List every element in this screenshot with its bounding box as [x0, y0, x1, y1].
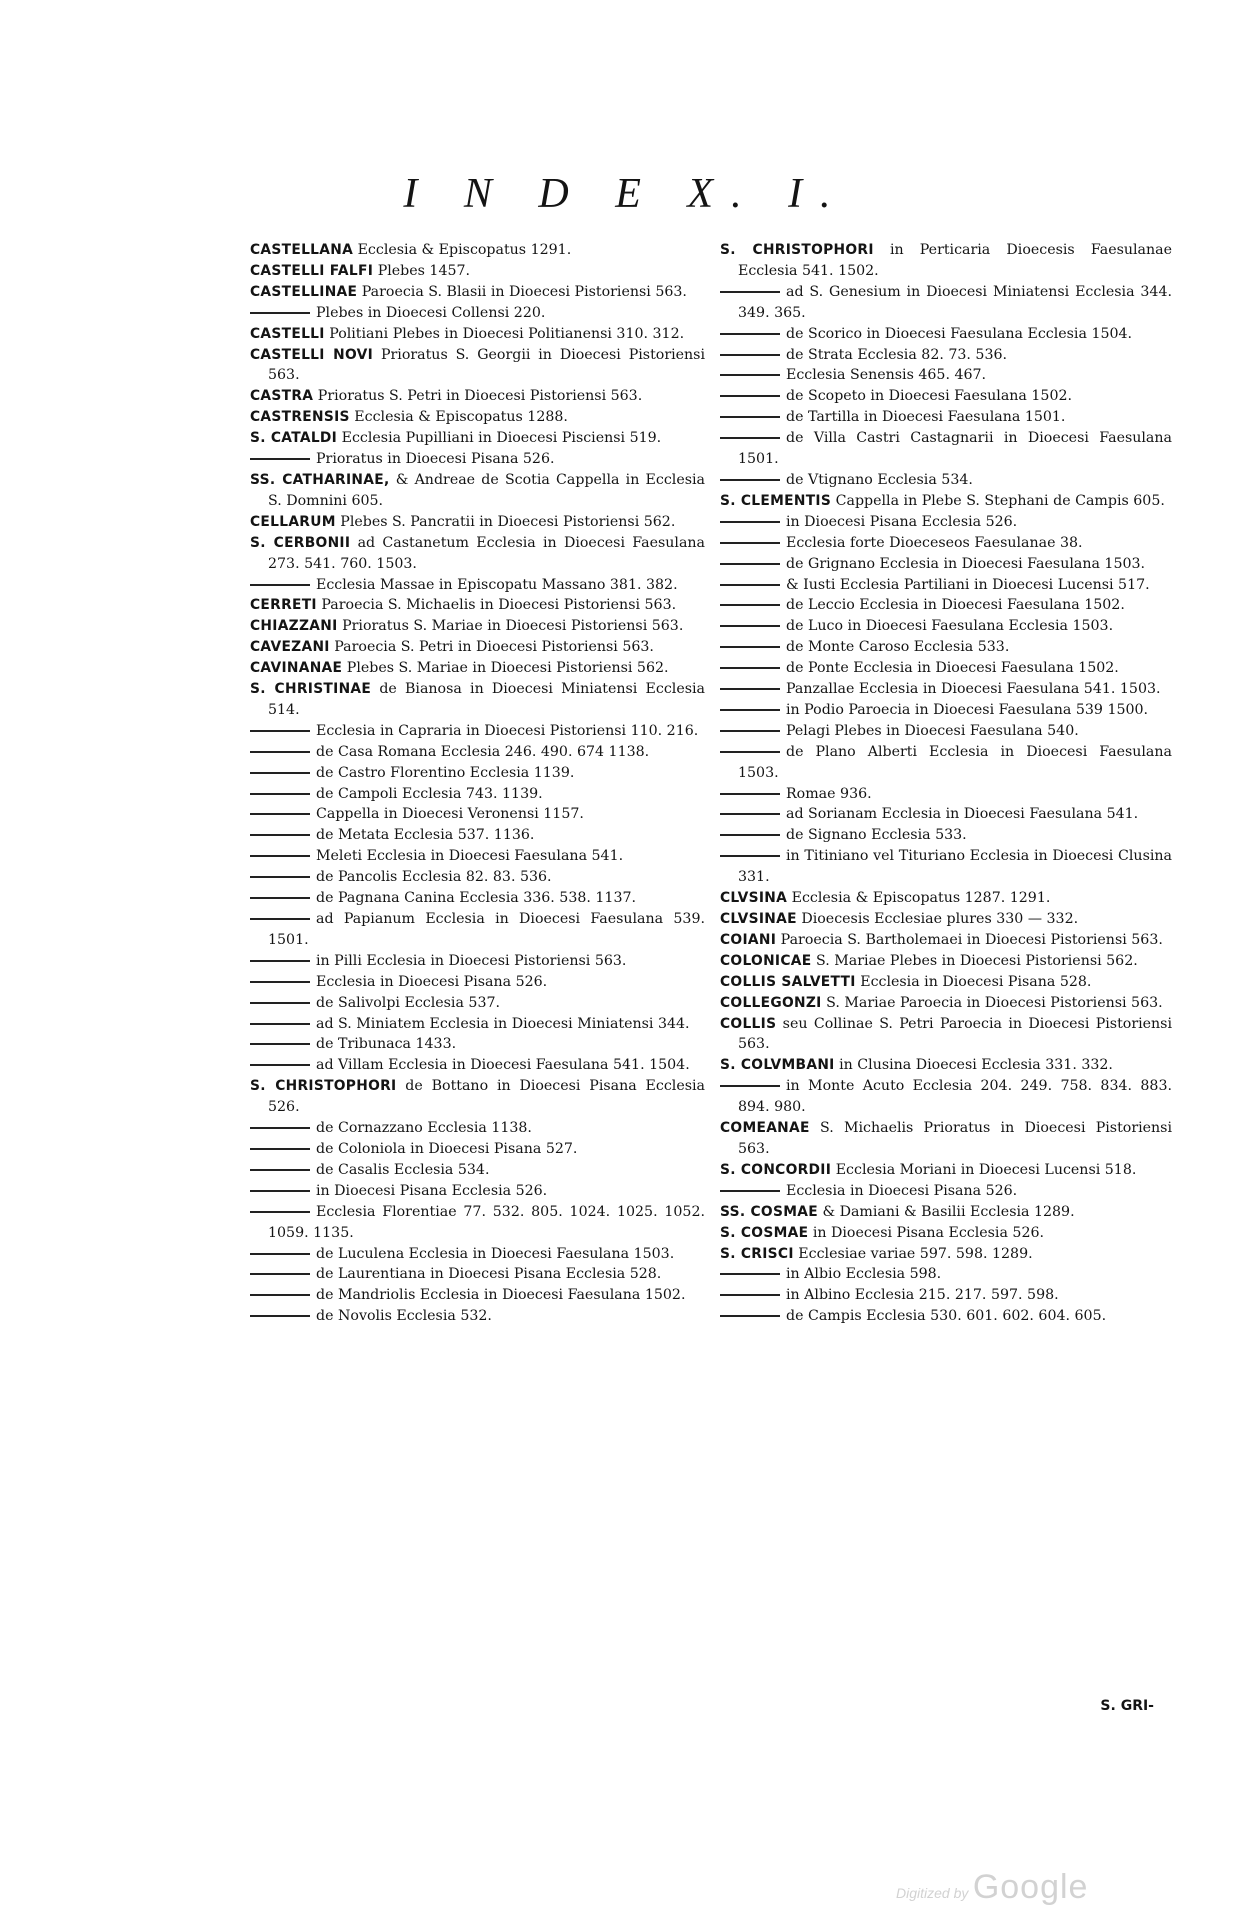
- ditto-dash: [250, 1315, 310, 1317]
- entry-heading: CASTELLINAE: [250, 283, 358, 300]
- ditto-dash: [720, 416, 780, 418]
- entry-heading: CLVSINA: [720, 890, 788, 907]
- ditto-dash: [250, 1148, 310, 1150]
- index-entry: [720, 428, 1172, 470]
- entry-text: in Titiniano vel Tituriano Ecclesia in Dioecesi Clusina 331.: [738, 848, 1172, 886]
- page-title: I N D E X. I.: [403, 171, 849, 217]
- index-entry: [250, 972, 705, 993]
- index-entry: [250, 658, 705, 679]
- index-entry: [250, 637, 705, 658]
- index-entry: [720, 533, 1172, 554]
- ditto-dash: [720, 542, 780, 544]
- entry-text: Plebes S. Mariae in Dioecesi Pistoriensi 562.: [346, 660, 669, 677]
- entry-heading: CASTELLANA: [250, 242, 354, 258]
- ditto-dash: [250, 458, 310, 460]
- entry-text: de Salivolpi Ecclesia 537.: [316, 994, 501, 1011]
- index-entry: [720, 1118, 1172, 1160]
- ditto-dash: [720, 584, 780, 586]
- entry-text: de Bianosa in Dioecesi Miniatensi Ecclesia 514.: [268, 681, 705, 718]
- entry-heading: SS. CATHARINAE,: [250, 471, 390, 488]
- index-entry: [250, 533, 705, 575]
- entry-heading: CAVINANAE: [250, 660, 343, 677]
- entry-heading: COLLIS: [720, 1015, 777, 1032]
- index-entry: [720, 512, 1172, 533]
- ditto-dash: [720, 395, 780, 397]
- index-entry: [250, 324, 705, 345]
- index-entry: [250, 951, 705, 972]
- index-entry: [250, 993, 705, 1014]
- index-entry: [250, 1076, 705, 1118]
- entry-text: de Vtignano Ecclesia 534.: [786, 471, 973, 488]
- entry-text: in Perticaria Dioecesis Faesulanae Ecclesia 541. 1502.: [738, 242, 1172, 279]
- entry-text: Plebes in Dioecesi Collensi 220.: [316, 304, 546, 321]
- ditto-dash: [720, 374, 780, 376]
- index-entry: [250, 386, 705, 407]
- entry-heading: S. COLVMBANI: [720, 1057, 835, 1074]
- entry-text: Ecclesia forte Dioeceseos Faesulanae 38.: [786, 534, 1083, 551]
- index-entry: [720, 1244, 1172, 1265]
- entry-text: de Tribunaca 1433.: [316, 1036, 457, 1053]
- google-logo: Google: [972, 1868, 1089, 1906]
- index-entry: [720, 909, 1172, 930]
- ditto-dash: [720, 1190, 780, 1192]
- ditto-dash: [720, 291, 780, 293]
- ditto-dash: [720, 604, 780, 606]
- entry-text: de Metata Ecclesia 537. 1136.: [316, 827, 535, 844]
- index-entry: [720, 595, 1172, 616]
- index-entry: [250, 1285, 705, 1306]
- index-entry: [720, 1202, 1172, 1223]
- index-entry: [250, 575, 705, 596]
- entry-text: Paroecia S. Blasii in Dioecesi Pistoriensi 563.: [361, 283, 687, 300]
- entry-text: de Villa Castri Castagnarii in Dioecesi Faesulana 1501.: [738, 430, 1172, 468]
- index-entry: [720, 804, 1172, 825]
- entry-text: ad S. Miniatem Ecclesia in Dioecesi Miniatensi 344.: [316, 1015, 690, 1032]
- entry-text: de Leccio Ecclesia in Dioecesi Faesulana 1502.: [786, 597, 1125, 614]
- ditto-dash: [720, 1085, 780, 1087]
- entry-heading: CASTRA: [250, 388, 314, 405]
- index-entry: [250, 407, 705, 428]
- ditto-dash: [720, 354, 780, 356]
- entry-text: Ecclesia Moriani in Dioecesi Lucensi 518.: [835, 1161, 1137, 1178]
- index-entry: [720, 679, 1172, 700]
- entry-heading: CASTELLI: [250, 325, 325, 342]
- index-entry: [250, 616, 705, 637]
- index-column-right: [720, 240, 1172, 1327]
- entry-text: Ecclesia Senensis 465. 467.: [786, 367, 987, 384]
- entry-heading: CHIAZZANI: [250, 618, 338, 635]
- entry-heading: S. CHRISTOPHORI: [250, 1078, 397, 1095]
- entry-heading: CELLARUM: [250, 513, 336, 530]
- index-entry: [720, 993, 1172, 1014]
- entry-heading: COIANI: [720, 931, 777, 948]
- entry-text: de Bottano in Dioecesi Pisana Ecclesia 526.: [268, 1078, 705, 1116]
- ditto-dash: [720, 646, 780, 648]
- entry-text: in Albio Ecclesia 598.: [786, 1266, 942, 1283]
- index-entry: [720, 930, 1172, 951]
- ditto-dash: [720, 793, 780, 795]
- ditto-dash: [250, 855, 310, 857]
- entry-heading: COMEANAE: [720, 1120, 810, 1137]
- index-entry: [250, 888, 705, 909]
- ditto-dash: [250, 1127, 310, 1129]
- ditto-dash: [720, 1315, 780, 1317]
- entry-text: de Campoli Ecclesia 743. 1139.: [316, 785, 543, 802]
- entry-heading: CAVEZANI: [250, 639, 330, 656]
- ditto-dash: [720, 813, 780, 815]
- entry-text: de Monte Caroso Ecclesia 533.: [786, 639, 1010, 656]
- entry-text: de Pagnana Canina Ecclesia 336. 538. 1137.: [316, 890, 637, 907]
- entry-text: S. Mariae Paroecia in Dioecesi Pistoriensi 563.: [826, 994, 1163, 1011]
- index-entry: [250, 1264, 705, 1285]
- index-entry: [250, 825, 705, 846]
- index-entry: [720, 1285, 1172, 1306]
- index-entry: [720, 386, 1172, 407]
- entry-text: de Ponte Ecclesia in Dioecesi Faesulana 1502.: [786, 660, 1119, 677]
- index-entry: [720, 825, 1172, 846]
- entry-heading: S. CLEMENTIS: [720, 492, 832, 509]
- index-entry: [720, 616, 1172, 637]
- index-entry: [720, 491, 1172, 512]
- entry-text: in Clusina Dioecesi Ecclesia 331. 332.: [839, 1057, 1113, 1074]
- entry-heading: CERRETI: [250, 597, 317, 614]
- entry-text: Ecclesia & Episcopatus 1291.: [357, 242, 572, 258]
- entry-heading: CLVSINAE: [720, 911, 797, 927]
- entry-text: Cappella in Dioecesi Veronensi 1157.: [316, 806, 584, 823]
- index-entry: [250, 721, 705, 742]
- ditto-dash: [250, 834, 310, 836]
- entry-heading: CASTELLI FALFI: [250, 262, 374, 279]
- index-entry: [720, 1306, 1172, 1327]
- entry-text: S. Michaelis Prioratus in Dioecesi Pistoriensi 563.: [738, 1120, 1172, 1157]
- index-entry: [250, 512, 705, 533]
- entry-text: de Plano Alberti Ecclesia in Dioecesi Faesulana 1503.: [738, 743, 1172, 781]
- index-entry: [250, 240, 705, 261]
- entry-text: de Castro Florentino Ecclesia 1139.: [316, 764, 575, 781]
- catchword: S. GRI-: [1100, 1698, 1154, 1714]
- ditto-dash: [720, 1294, 780, 1296]
- index-entry: [250, 846, 705, 867]
- entry-text: de Casalis Ecclesia 534.: [316, 1161, 490, 1178]
- entry-text: de Coloniola in Dioecesi Pisana 527.: [316, 1140, 578, 1157]
- entry-text: Ecclesia Pupilliani in Dioecesi Pisciensi 519.: [341, 430, 662, 447]
- index-entry: [720, 345, 1172, 366]
- index-entry: [720, 1014, 1172, 1056]
- entry-heading: COLONICAE: [720, 952, 812, 969]
- entry-text: in Albino Ecclesia 215. 217. 597. 598.: [786, 1287, 1059, 1304]
- entry-text: de Mandriolis Ecclesia in Dioecesi Faesulana 1502.: [316, 1287, 686, 1304]
- ditto-dash: [250, 960, 310, 962]
- index-entry: [720, 554, 1172, 575]
- ditto-dash: [250, 876, 310, 878]
- entry-text: S. Mariae Plebes in Dioecesi Pistoriensi 562.: [816, 952, 1138, 969]
- index-entry: [250, 345, 705, 387]
- entry-text: de Laurentiana in Dioecesi Pisana Ecclesia 528.: [316, 1266, 662, 1283]
- entry-text: Prioratus S. Georgii in Dioecesi Pistoriensi 563.: [268, 346, 705, 384]
- index-entry: [250, 595, 705, 616]
- index-entry: [720, 888, 1172, 909]
- index-entry: [250, 428, 705, 449]
- index-entry: [720, 1181, 1172, 1202]
- ditto-dash: [720, 333, 780, 335]
- entry-text: Dioecesis Ecclesiae plures 330 — 332.: [801, 911, 1079, 927]
- index-entry: [720, 721, 1172, 742]
- entry-text: de Tartilla in Dioecesi Faesulana 1501.: [786, 409, 1066, 426]
- entry-text: Ecclesia in Dioecesi Pisana 526.: [316, 973, 548, 990]
- ditto-dash: [720, 521, 780, 523]
- ditto-dash: [720, 688, 780, 690]
- index-entry: [720, 575, 1172, 596]
- entry-text: Plebes 1457.: [377, 262, 471, 279]
- index-entry: [720, 1223, 1172, 1244]
- entry-text: Ecclesia & Episcopatus 1287. 1291.: [791, 890, 1051, 907]
- ditto-dash: [250, 312, 310, 314]
- index-entry: [720, 324, 1172, 345]
- entry-text: de Luco in Dioecesi Faesulana Ecclesia 1503.: [786, 618, 1114, 635]
- entry-text: Ecclesia in Dioecesi Pisana 526.: [786, 1182, 1018, 1199]
- entry-text: Pelagi Plebes in Dioecesi Faesulana 540.: [786, 722, 1079, 739]
- ditto-dash: [720, 751, 780, 753]
- ditto-dash: [250, 981, 310, 983]
- entry-text: Prioratus in Dioecesi Pisana 526.: [316, 451, 555, 468]
- entry-text: Prioratus S. Mariae in Dioecesi Pistoriensi 563.: [342, 618, 684, 635]
- index-entry: [720, 470, 1172, 491]
- entry-text: in Pilli Ecclesia in Dioecesi Pistoriensi 563.: [316, 952, 627, 969]
- index-entry: [720, 282, 1172, 324]
- entry-heading: COLLEGONZI: [720, 994, 822, 1011]
- entry-text: & Iusti Ecclesia Partiliani in Dioecesi Lucensi 517.: [786, 576, 1150, 593]
- ditto-dash: [720, 625, 780, 627]
- ditto-dash: [720, 563, 780, 565]
- index-entry: [250, 742, 705, 763]
- entry-text: de Campis Ecclesia 530. 601. 602. 604. 605.: [786, 1308, 1107, 1325]
- entry-text: de Cornazzano Ecclesia 1138.: [316, 1120, 532, 1137]
- index-entry: [720, 972, 1172, 993]
- index-entry: [720, 240, 1172, 282]
- index-entry: [250, 1244, 705, 1265]
- ditto-dash: [250, 1064, 310, 1066]
- entry-text: & Damiani & Basilii Ecclesia 1289.: [822, 1203, 1075, 1220]
- ditto-dash: [250, 1002, 310, 1004]
- index-entry: [720, 951, 1172, 972]
- entry-text: ad Castanetum Ecclesia in Dioecesi Faesulana 273. 541. 760. 1503.: [268, 534, 706, 572]
- index-entry: [720, 1264, 1172, 1285]
- ditto-dash: [250, 897, 310, 899]
- index-entry: [250, 679, 705, 721]
- index-entry: [250, 1181, 705, 1202]
- entry-text: ad Papianum Ecclesia in Dioecesi Faesulana 539. 1501.: [268, 911, 705, 948]
- ditto-dash: [250, 730, 310, 732]
- entry-text: Ecclesia Massae in Episcopatu Massano 381. 382.: [316, 576, 678, 593]
- ditto-dash: [250, 1023, 310, 1025]
- index-entry: [250, 1202, 705, 1244]
- entry-text: Ecclesia & Episcopatus 1288.: [354, 409, 568, 426]
- ditto-dash: [720, 834, 780, 836]
- entry-heading: S. CONCORDII: [720, 1161, 832, 1178]
- ditto-dash: [720, 709, 780, 711]
- index-entry: [250, 909, 705, 951]
- index-entry: [250, 867, 705, 888]
- ditto-dash: [720, 437, 780, 439]
- entry-text: de Luculena Ecclesia in Dioecesi Faesulana 1503.: [316, 1245, 675, 1262]
- entry-text: ad Villam Ecclesia in Dioecesi Faesulana 541. 1504.: [316, 1057, 690, 1074]
- entry-text: Prioratus S. Petri in Dioecesi Pistoriensi 563.: [317, 388, 643, 405]
- entry-text: in Podio Paroecia in Dioecesi Faesulana 539 1500.: [786, 701, 1149, 718]
- ditto-dash: [250, 1273, 310, 1275]
- ditto-dash: [250, 1211, 310, 1213]
- entry-text: de Casa Romana Ecclesia 246. 490. 674 1138.: [316, 743, 650, 760]
- ditto-dash: [250, 772, 310, 774]
- ditto-dash: [720, 730, 780, 732]
- entry-heading: S. COSMAE: [720, 1224, 809, 1241]
- entry-text: in Monte Acuto Ecclesia 204. 249. 758. 834. 883. 894. 980.: [738, 1078, 1172, 1116]
- entry-text: de Scopeto in Dioecesi Faesulana 1502.: [786, 388, 1073, 405]
- index-entry: [250, 1118, 705, 1139]
- entry-text: Plebes S. Pancratii in Dioecesi Pistoriensi 562.: [340, 513, 676, 530]
- index-entry: [720, 742, 1172, 784]
- index-entry: [720, 365, 1172, 386]
- index-column-left: [250, 240, 705, 1327]
- entry-text: de Scorico in Dioecesi Faesulana Ecclesia 1504.: [786, 325, 1133, 342]
- entry-text: Ecclesia in Dioecesi Pisana 528.: [860, 973, 1092, 990]
- index-entry: [250, 763, 705, 784]
- entry-text: Panzallae Ecclesia in Dioecesi Faesulana 541. 1503.: [786, 681, 1161, 698]
- ditto-dash: [250, 918, 310, 920]
- entry-text: Ecclesiae variae 597. 598. 1289.: [798, 1245, 1033, 1262]
- index-entry: [250, 1139, 705, 1160]
- ditto-dash: [250, 1169, 310, 1171]
- index-entry: [250, 804, 705, 825]
- entry-text: & Andreae de Scotia Cappella in Ecclesia S. Domnini 605.: [268, 471, 706, 509]
- entry-text: Cappella in Plebe S. Stephani de Campis 605.: [835, 492, 1165, 509]
- index-entry: [250, 1014, 705, 1035]
- entry-text: Paroecia S. Petri in Dioecesi Pistoriensi 563.: [334, 639, 654, 656]
- digitized-watermark: [896, 1868, 1088, 1907]
- entry-text: Ecclesia Florentiae 77. 532. 805. 1024. 1025. 1052. 1059. 1135.: [268, 1203, 705, 1241]
- entry-text: Romae 936.: [786, 785, 872, 802]
- entry-heading: S. CATALDI: [250, 430, 338, 447]
- index-entry: [720, 1055, 1172, 1076]
- entry-text: in Dioecesi Pisana Ecclesia 526.: [812, 1224, 1045, 1241]
- entry-heading: COLLIS SALVETTI: [720, 973, 856, 990]
- ditto-dash: [250, 1253, 310, 1255]
- index-entry: [250, 1160, 705, 1181]
- entry-heading: S. CHRISTINAE: [250, 681, 372, 698]
- entry-text: Politiani Plebes in Dioecesi Politianensi 310. 312.: [329, 325, 685, 342]
- entry-text: in Dioecesi Pisana Ecclesia 526.: [316, 1182, 548, 1199]
- ditto-dash: [250, 751, 310, 753]
- index-entry: [720, 1076, 1172, 1118]
- index-entry: [250, 1055, 705, 1076]
- index-entry: [250, 303, 705, 324]
- index-entry: [720, 700, 1172, 721]
- entry-text: Meleti Ecclesia in Dioecesi Faesulana 541.: [316, 848, 624, 865]
- ditto-dash: [720, 667, 780, 669]
- ditto-dash: [250, 1043, 310, 1045]
- entry-heading: S. CHRISTOPHORI: [720, 242, 874, 258]
- index-entry: [250, 470, 705, 512]
- entry-text: ad S. Genesium in Dioecesi Miniatensi Ecclesia 344. 349. 365.: [738, 283, 1172, 321]
- entry-text: de Grignano Ecclesia in Dioecesi Faesulana 1503.: [786, 555, 1146, 572]
- entry-text: Paroecia S. Bartholemaei in Dioecesi Pistoriensi 563.: [780, 931, 1163, 948]
- index-entry: [720, 658, 1172, 679]
- entry-text: seu Collinae S. Petri Paroecia in Dioecesi Pistoriensi 563.: [738, 1015, 1172, 1053]
- index-entry: [250, 282, 705, 303]
- ditto-dash: [250, 584, 310, 586]
- entry-text: de Pancolis Ecclesia 82. 83. 536.: [316, 869, 552, 886]
- index-entry: [250, 261, 705, 282]
- entry-text: ad Sorianam Ecclesia in Dioecesi Faesulana 541.: [786, 806, 1139, 823]
- entry-text: in Dioecesi Pisana Ecclesia 526.: [786, 513, 1018, 530]
- entry-text: de Strata Ecclesia 82. 73. 536.: [786, 346, 1008, 363]
- ditto-dash: [720, 479, 780, 481]
- index-entry: [720, 637, 1172, 658]
- ditto-dash: [250, 813, 310, 815]
- entry-text: Ecclesia in Capraria in Dioecesi Pistoriensi 110. 216.: [316, 722, 699, 739]
- index-entry: [250, 1034, 705, 1055]
- index-entry: [720, 846, 1172, 888]
- entry-text: Paroecia S. Michaelis in Dioecesi Pistoriensi 563.: [321, 597, 677, 614]
- index-entry: [250, 1306, 705, 1327]
- ditto-dash: [250, 1294, 310, 1296]
- index-entry: [720, 784, 1172, 805]
- index-entry: [250, 449, 705, 470]
- ditto-dash: [720, 855, 780, 857]
- entry-heading: CASTELLI NOVI: [250, 346, 374, 363]
- entry-text: de Signano Ecclesia 533.: [786, 827, 967, 844]
- entry-heading: S. CRISCI: [720, 1245, 794, 1262]
- ditto-dash: [720, 1273, 780, 1275]
- entry-heading: CASTRENSIS: [250, 409, 350, 426]
- ditto-dash: [250, 793, 310, 795]
- ditto-dash: [250, 1190, 310, 1192]
- entry-text: de Novolis Ecclesia 532.: [316, 1308, 492, 1325]
- index-entry: [250, 784, 705, 805]
- index-entry: [720, 1160, 1172, 1181]
- watermark-prefix: Digitized by: [896, 1885, 969, 1901]
- index-entry: [720, 407, 1172, 428]
- entry-heading: S. CERBONII: [250, 534, 351, 551]
- entry-heading: SS. COSMAE: [720, 1203, 818, 1220]
